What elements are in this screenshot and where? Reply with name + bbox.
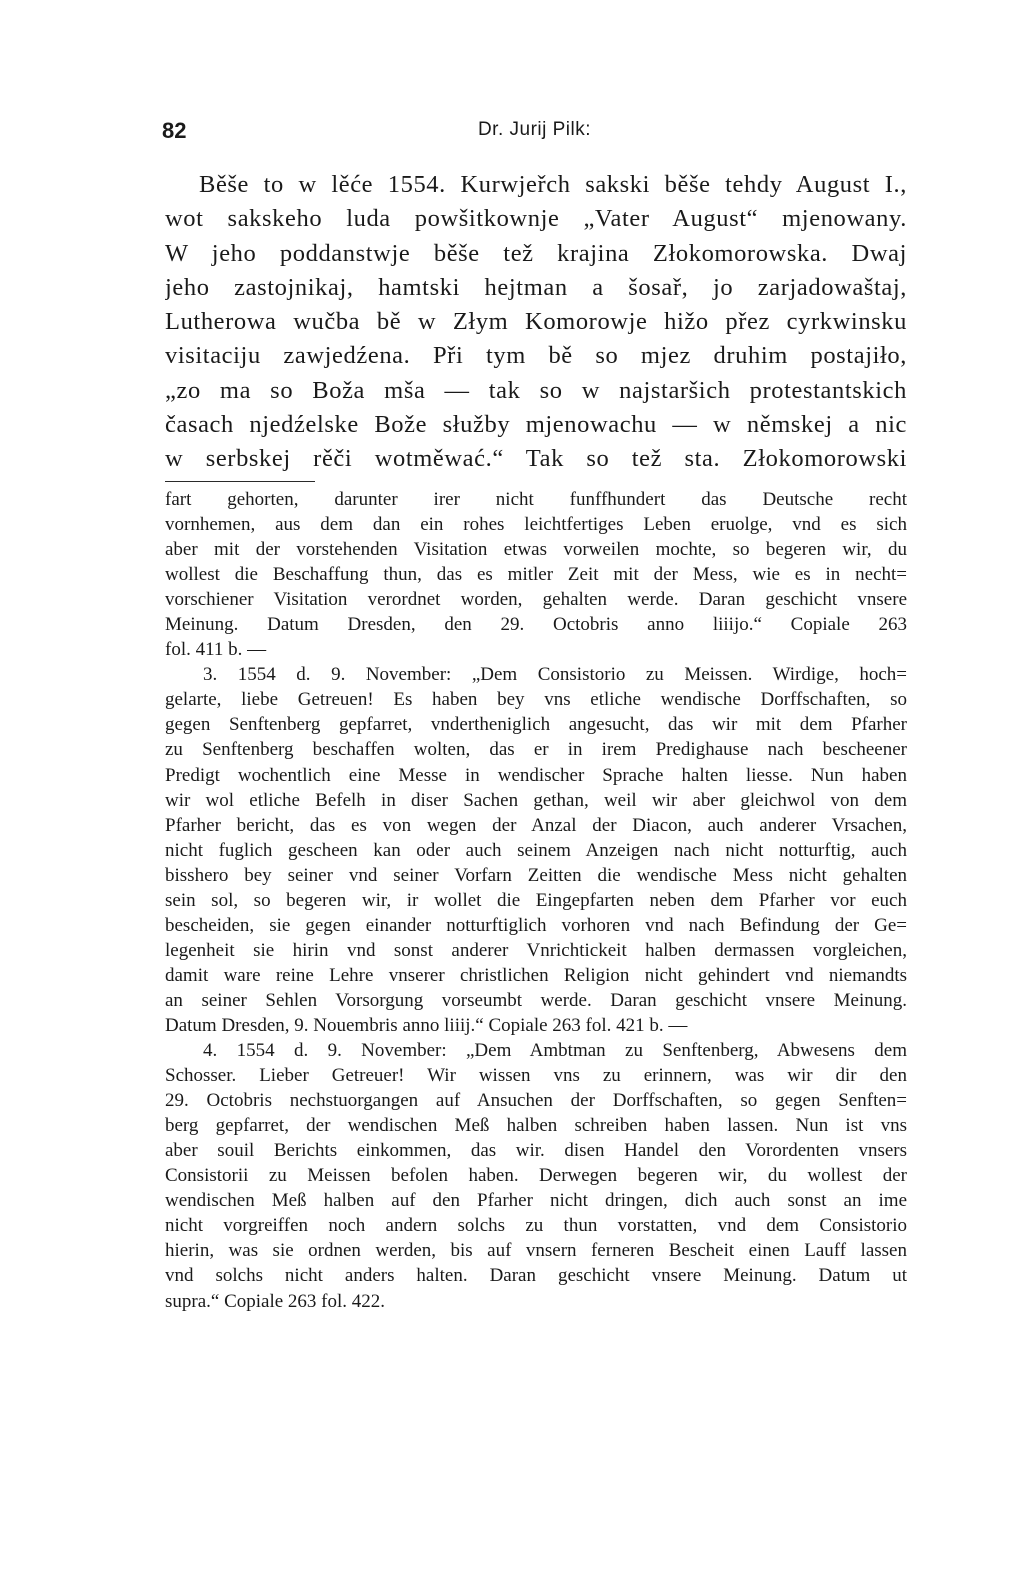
footnote-line: vnd solchs nicht anders halten. Daran geschicht vnsere Meinung. Datum ut — [165, 1265, 907, 1287]
footnote-line: wir wol etliche Befelh in diser Sachen gethan, weil wir aber gleichwol von dem — [165, 789, 907, 811]
footnote-line: gelarte, liebe Getreuen! Es haben bey vns etliche wendische Dorffschaften, so — [165, 689, 907, 711]
footnote-line: an seiner Sehlen Vorsorgung vorseumbt werde. Daran geschicht vnsere Meinung. — [165, 989, 907, 1011]
footnotes — [165, 487, 907, 1314]
footnote-line: 29. Octobris nechstuorgangen auf Ansuchen der Dorffschaften, so gegen Senften= — [165, 1090, 907, 1112]
footnote-line: Predigt wochentlich eine Messe in wendischer Sprache halten liesse. Nun haben — [165, 764, 907, 786]
footnote-line: 3. 1554 d. 9. November: „Dem Consistorio zu Meissen. Wirdige, hoch= — [203, 664, 907, 686]
footnote-line: zu Senftenberg beschaffen wolten, das er in irem Predighause nach beschеener — [165, 739, 907, 761]
footnote-line: wollest die Beschaffung thun, das es mitler Zeit mit der Mess, wie es in necht= — [165, 564, 907, 586]
main-text-line: Běše to w lěće 1554. Kurwjeřch sakski běše tehdy August I., — [199, 171, 907, 198]
main-text-line: W jeho poddanstwje běše tež krajina Złokomorowska. Dwaj — [165, 239, 907, 267]
main-text-line: „zo ma so Boža mša — tak so w najstaršich protestantskich — [165, 376, 907, 404]
footnote-line: hierin, was sie ordnen werden, bis auf vnsern ferneren Bescheit einen Lauff lassen — [165, 1240, 907, 1262]
footnote-line: nicht fuglich geschееn kan oder auch seinem Anzeigen nach nicht notturftig, auch — [165, 839, 907, 861]
footnote-line: gegen Senftenberg gepfarret, vndertheniglich angesucht, das wir mit dem Pfarher — [165, 714, 907, 736]
main-text-line: visitaciju zawjedźena. Při tym bě so mjez druhim postajiło, — [165, 342, 907, 370]
main-text — [165, 168, 907, 477]
main-text-line: časach njedźelske Bože słužby mjenowachu — w němskej a nic — [165, 411, 907, 439]
footnote-line: supra.“ Copiale 263 fol. 422. — [165, 1290, 386, 1312]
main-text-line: Lutherowa wučba bě w Złym Komorowje hižo přez cyrkwinsku — [165, 308, 907, 336]
footnote-line: vorschiener Visitation verordnet worden, gehalten werde. Daran geschicht vnsere — [165, 589, 907, 611]
footnote-line: Datum Dresden, 9. Nouembris anno liiij.“ Copiale 263 fol. 421 b. — — [165, 1014, 688, 1036]
footnote-line: sein sol, so begeren wir, ir wollet die Eingepfarten neben dem Pfarher vor euch — [165, 889, 907, 911]
footnote-line: Meinung. Datum Dresden, den 29. Octobris anno liiijo.“ Copiale 263 — [165, 614, 907, 636]
footnote-line: vornhemen, aus dem dan ein rohes leichtfertiges Leben eruolge, vnd es sich — [165, 514, 907, 536]
footnote-line: legenheit sie hirin vnd sonst anderer Vnrichtickeit halben dermassen vorgleichen, — [165, 939, 907, 961]
footnote-line: fol. 411 b. — — [165, 639, 267, 661]
footnote-line: wendischen Meß halben auf den Pfarher nicht dringen, dich auch sonst an ime — [165, 1190, 907, 1212]
footnote-line: 4. 1554 d. 9. November: „Dem Ambtman zu Senftenberg, Abwesens dem — [203, 1040, 907, 1062]
main-text-line: jeho zastojnikaj, hamtski hejtman a šosař, jo zarjadowaštaj, — [165, 273, 907, 301]
footnote-line: Pfarher bericht, das es von wegen der Anzal der Diacon, auch anderer Vrsachen, — [165, 814, 907, 836]
footnote-line: bisshero bey seiner vnd seiner Vorfarn Zeitten die wendische Mess nicht gehalten — [165, 864, 907, 886]
main-text-line: wot sakskeho luda powšitkownje „Vater August“ mjenowany. — [165, 205, 907, 233]
footnote-line: Schosser. Lieber Getreuer! Wir wissen vns zu erinnern, was wir dir den — [165, 1065, 907, 1087]
footnote-line: aber mit der vorstehenden Visitation etwas vorweilen mochte, so begeren wir, du — [165, 539, 907, 561]
footnote-line: damit ware reine Lehre vnserer christlichen Religion nicht gehindert vnd niemandts — [165, 964, 907, 986]
running-head: Dr. Jurij Pilk: — [477, 119, 592, 140]
footnote-separator — [165, 481, 315, 482]
footnote-line: Consistorii zu Meissen befolen haben. Derwegen begeren wir, du wollest der — [165, 1165, 907, 1187]
footnote-line: berg gepfarret, der wendischen Meß halben schreiben haben lassen. Nun ist vns — [165, 1115, 907, 1137]
footnote-line: fart gehorten, darunter irer nicht funffhundert das Deutsche recht — [165, 489, 907, 510]
main-text-line: w serbskej rěči wotměwać.“ Tak so tež sta. Złokomorowski — [165, 445, 907, 473]
footnote-line: aber souil Berichts einkommen, das wir. disen Handel den Vorordenten vnsers — [165, 1140, 907, 1162]
page-header — [162, 118, 907, 148]
footnote-line: bescheiden, sie gegen einander notturftiglich vorhoren vnd nach Befindung der Ge= — [165, 914, 907, 936]
footnote-line: nicht vorgreiffen noch andern solchs zu thun vorstatten, vnd dem Consistorio — [165, 1215, 907, 1237]
page-number: 82 — [162, 118, 187, 143]
